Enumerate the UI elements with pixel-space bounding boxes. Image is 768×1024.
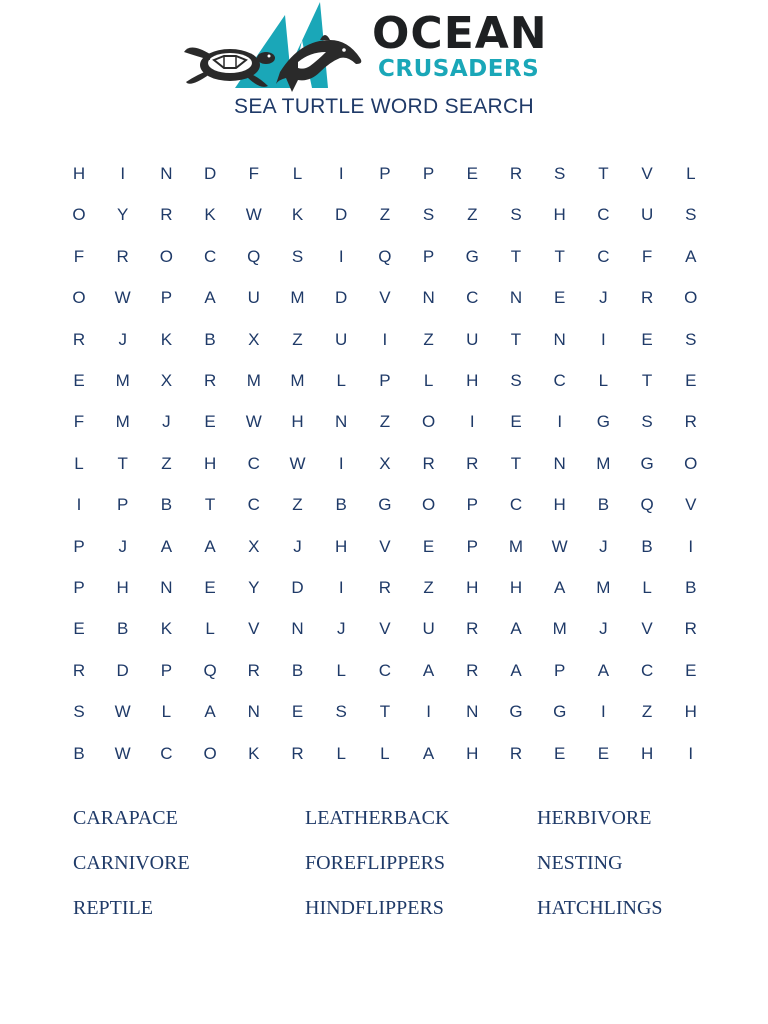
grid-letter[interactable]: Z xyxy=(379,412,391,432)
grid-letter[interactable]: B xyxy=(117,619,129,639)
grid-letter[interactable]: W xyxy=(114,288,131,308)
grid-letter[interactable]: E xyxy=(466,164,478,183)
grid-letter[interactable]: B xyxy=(685,578,697,597)
grid-letter[interactable]: P xyxy=(466,536,478,556)
grid-letter[interactable]: E xyxy=(73,371,85,390)
grid-letter[interactable]: Z xyxy=(423,329,434,349)
grid-letter[interactable]: C xyxy=(466,288,479,308)
grid-letter[interactable]: P xyxy=(379,371,391,390)
grid-letter[interactable]: T xyxy=(641,371,653,390)
grid-letter[interactable]: E xyxy=(554,743,566,763)
grid-letter[interactable]: L xyxy=(598,371,609,390)
grid-letter[interactable]: M xyxy=(508,536,524,556)
grid-letter[interactable]: E xyxy=(641,329,653,349)
grid-letter[interactable]: R xyxy=(291,743,304,763)
grid-letter[interactable]: I xyxy=(426,702,431,722)
grid-letter[interactable]: M xyxy=(596,453,611,473)
grid-letter[interactable]: K xyxy=(204,205,216,225)
grid-letter[interactable]: A xyxy=(510,660,522,680)
grid-letter[interactable]: G xyxy=(509,702,523,722)
grid-letter[interactable]: L xyxy=(292,164,303,183)
grid-letter[interactable]: Z xyxy=(423,578,434,597)
grid-letter[interactable]: Z xyxy=(161,453,172,473)
grid-letter[interactable]: N xyxy=(291,619,304,639)
grid-letter[interactable]: O xyxy=(684,288,698,308)
grid-letter[interactable]: H xyxy=(640,743,654,763)
grid-letter[interactable]: J xyxy=(118,329,127,349)
grid-letter[interactable]: N xyxy=(553,329,566,349)
grid-letter[interactable]: K xyxy=(248,743,260,763)
grid-letter[interactable]: Z xyxy=(641,702,653,722)
grid-letter[interactable]: I xyxy=(338,453,344,473)
grid-letter[interactable]: Z xyxy=(379,205,391,225)
word-list-item: HATCHLINGS xyxy=(537,897,663,919)
grid-letter[interactable]: G xyxy=(465,246,479,266)
grid-letter[interactable]: L xyxy=(380,743,390,763)
grid-letter[interactable]: L xyxy=(205,619,215,639)
grid-letter[interactable]: F xyxy=(73,246,85,266)
grid-letter[interactable]: S xyxy=(422,205,435,225)
word-list-item: REPTILE xyxy=(73,897,153,919)
grid-letter[interactable]: J xyxy=(599,288,608,308)
grid-letter[interactable]: F xyxy=(641,246,653,266)
grid-letter[interactable]: S xyxy=(685,205,697,225)
grid-letter[interactable]: O xyxy=(421,495,436,515)
grid-letter[interactable]: W xyxy=(551,536,568,556)
grid-letter[interactable]: T xyxy=(510,329,522,349)
grid-letter[interactable]: E xyxy=(685,371,697,390)
grid-letter[interactable]: R xyxy=(684,412,697,432)
grid-letter[interactable]: O xyxy=(72,288,86,308)
grid-letter[interactable]: L xyxy=(336,660,346,680)
grid-letter[interactable]: P xyxy=(73,578,85,597)
grid-letter[interactable]: G xyxy=(640,453,654,473)
grid-letter[interactable]: K xyxy=(160,619,173,639)
grid-letter[interactable]: H xyxy=(553,495,566,515)
grid-letter[interactable]: R xyxy=(378,578,392,597)
grid-letter[interactable]: R xyxy=(509,743,523,763)
grid-letter[interactable]: I xyxy=(601,329,606,349)
grid-letter[interactable]: E xyxy=(204,578,216,597)
grid-letter[interactable]: J xyxy=(336,619,346,639)
grid-letter[interactable]: C xyxy=(509,495,523,515)
grid-letter[interactable]: D xyxy=(291,578,304,597)
grid-letter[interactable]: H xyxy=(466,371,479,390)
grid-letter[interactable]: W xyxy=(245,412,262,432)
grid-letter[interactable]: N xyxy=(553,453,566,473)
grid-letter[interactable]: C xyxy=(640,660,654,680)
grid-letter[interactable]: B xyxy=(641,536,653,556)
grid-letter[interactable]: L xyxy=(686,164,696,183)
grid-letter[interactable]: R xyxy=(509,164,523,183)
grid-letter[interactable]: C xyxy=(247,453,260,473)
grid-letter[interactable]: A xyxy=(204,702,216,722)
grid-letter[interactable]: K xyxy=(160,329,173,349)
grid-letter[interactable]: R xyxy=(72,329,86,349)
grid-letter[interactable]: V xyxy=(641,619,653,639)
grid-letter[interactable]: O xyxy=(72,205,86,225)
grid-letter[interactable]: T xyxy=(379,702,391,722)
grid-letter[interactable]: P xyxy=(73,536,85,556)
grid-letter[interactable]: D xyxy=(116,660,129,680)
grid-letter[interactable]: S xyxy=(510,371,522,390)
grid-letter[interactable]: J xyxy=(599,619,608,639)
grid-letter[interactable]: M xyxy=(552,619,567,639)
grid-letter[interactable]: P xyxy=(117,495,129,515)
grid-letter[interactable]: S xyxy=(554,164,566,183)
grid-letter[interactable]: L xyxy=(74,453,84,473)
grid-letter[interactable]: C xyxy=(597,205,610,225)
grid-letter[interactable]: I xyxy=(601,702,606,722)
grid-letter[interactable]: E xyxy=(204,412,216,432)
grid-letter[interactable]: T xyxy=(204,495,216,515)
word-list-item: NESTING xyxy=(537,852,623,874)
grid-letter[interactable]: J xyxy=(162,412,171,432)
grid-letter[interactable]: A xyxy=(597,660,610,680)
grid-letter[interactable]: Z xyxy=(292,329,303,349)
grid-letter[interactable]: A xyxy=(422,743,435,763)
grid-letter[interactable]: T xyxy=(510,246,522,266)
grid-letter[interactable]: I xyxy=(382,329,388,349)
grid-letter[interactable]: N xyxy=(466,702,479,722)
grid-letter[interactable]: K xyxy=(291,205,304,225)
grid-letter[interactable]: L xyxy=(161,702,172,722)
grid-letter[interactable]: P xyxy=(422,246,435,266)
grid-letter[interactable]: B xyxy=(291,660,304,680)
grid-letter[interactable]: R xyxy=(203,371,217,390)
grid-letter[interactable]: G xyxy=(378,495,392,515)
grid-letter[interactable]: W xyxy=(114,702,131,722)
grid-letter[interactable]: N xyxy=(422,288,435,308)
grid-letter[interactable]: B xyxy=(597,495,610,515)
grid-letter[interactable]: E xyxy=(554,288,566,308)
grid-letter[interactable]: L xyxy=(642,578,652,597)
grid-letter[interactable]: Q xyxy=(378,246,392,266)
grid-letter[interactable]: N xyxy=(247,702,260,722)
grid-letter[interactable]: P xyxy=(160,660,173,680)
grid-letter[interactable]: I xyxy=(688,743,694,763)
grid-letter[interactable]: N xyxy=(335,412,348,432)
grid-letter[interactable]: E xyxy=(597,743,610,763)
grid-letter[interactable]: C xyxy=(597,246,610,266)
grid-letter[interactable]: C xyxy=(553,371,566,390)
grid-letter[interactable]: V xyxy=(641,164,653,183)
grid-letter[interactable]: R xyxy=(684,619,697,639)
grid-letter[interactable]: F xyxy=(248,164,259,183)
grid-letter[interactable]: D xyxy=(203,164,217,183)
grid-letter[interactable]: O xyxy=(684,453,698,473)
grid-letter[interactable]: D xyxy=(335,205,348,225)
brand-name-ocean: OCEAN xyxy=(372,8,548,59)
brand-name-crusaders: CRUSADERS xyxy=(378,56,540,82)
grid-letter[interactable]: E xyxy=(685,660,697,680)
grid-letter[interactable]: U xyxy=(247,288,260,308)
grid-letter[interactable]: M xyxy=(246,371,261,390)
grid-letter[interactable]: A xyxy=(422,660,435,680)
word-list-item: HINDFLIPPERS xyxy=(305,897,444,919)
grid-letter[interactable]: P xyxy=(422,164,435,183)
grid-letter[interactable]: T xyxy=(598,164,609,183)
grid-letter[interactable]: S xyxy=(685,329,697,349)
grid-letter[interactable]: M xyxy=(596,578,611,597)
grid-letter[interactable]: R xyxy=(466,660,479,680)
grid-letter[interactable]: H xyxy=(466,578,479,597)
grid-letter[interactable]: B xyxy=(160,495,173,515)
grid-letter[interactable]: Z xyxy=(292,495,303,515)
grid-letter[interactable]: E xyxy=(73,619,85,639)
grid-letter[interactable]: S xyxy=(73,702,85,722)
grid-letter[interactable]: Q xyxy=(640,495,654,515)
grid-letter[interactable]: S xyxy=(641,412,653,432)
grid-letter[interactable]: I xyxy=(557,412,563,432)
grid-letter[interactable]: H xyxy=(509,578,523,597)
grid-letter[interactable]: W xyxy=(289,453,306,473)
grid-letter[interactable]: Q xyxy=(203,660,217,680)
grid-letter[interactable]: P xyxy=(160,288,173,308)
grid-letter[interactable]: R xyxy=(160,205,173,225)
grid-letter[interactable]: H xyxy=(203,453,217,473)
grid-letter[interactable]: I xyxy=(338,578,344,597)
word-list-item: FOREFLIPPERS xyxy=(305,852,446,874)
word-list-item: CARAPACE xyxy=(73,807,178,829)
word-list-item: LEATHERBACK xyxy=(305,807,450,829)
grid-letter[interactable]: J xyxy=(118,536,127,556)
grid-letter[interactable]: U xyxy=(466,329,479,349)
grid-letter[interactable]: A xyxy=(160,536,173,556)
grid-letter[interactable]: B xyxy=(335,495,347,515)
grid-letter[interactable]: V xyxy=(379,619,391,639)
grid-letter[interactable]: Q xyxy=(247,246,261,266)
grid-letter[interactable]: N xyxy=(160,578,173,597)
grid-letter[interactable]: H xyxy=(291,412,304,432)
grid-letter[interactable]: E xyxy=(422,536,435,556)
word-list-item: HERBIVORE xyxy=(537,807,652,829)
grid-letter[interactable]: L xyxy=(336,371,346,390)
grid-letter[interactable]: X xyxy=(248,536,260,556)
page-title: SEA TURTLE WORD SEARCH xyxy=(234,95,534,118)
grid-letter[interactable]: R xyxy=(247,660,260,680)
grid-letter[interactable]: F xyxy=(73,412,85,432)
grid-letter[interactable]: S xyxy=(510,205,522,225)
grid-letter[interactable]: V xyxy=(379,536,391,556)
word-list-item: CARNIVORE xyxy=(73,852,190,874)
grid-letter[interactable]: R xyxy=(422,453,435,473)
grid-letter[interactable]: I xyxy=(338,246,344,266)
grid-letter[interactable]: X xyxy=(160,371,173,390)
grid-letter[interactable]: X xyxy=(379,453,391,473)
grid-letter[interactable]: H xyxy=(466,743,479,763)
grid-letter[interactable]: O xyxy=(159,246,173,266)
grid-letter[interactable]: J xyxy=(599,536,608,556)
grid-letter[interactable]: G xyxy=(596,412,610,432)
grid-letter[interactable]: O xyxy=(421,412,436,432)
grid-letter[interactable]: G xyxy=(553,702,567,722)
grid-letter[interactable]: R xyxy=(72,660,86,680)
grid-letter[interactable]: I xyxy=(120,164,126,183)
grid-letter[interactable]: Y xyxy=(248,578,260,597)
grid-letter[interactable]: T xyxy=(554,246,565,266)
grid-letter[interactable]: E xyxy=(510,412,522,432)
grid-letter[interactable]: U xyxy=(422,619,435,639)
grid-letter[interactable]: I xyxy=(76,495,82,515)
grid-letter[interactable]: H xyxy=(335,536,348,556)
grid-letter[interactable]: R xyxy=(640,288,654,308)
grid-letter[interactable]: M xyxy=(290,371,305,390)
grid-letter[interactable]: R xyxy=(466,619,479,639)
grid-letter[interactable]: W xyxy=(114,743,131,763)
grid-letter[interactable]: H xyxy=(72,164,86,183)
grid-letter[interactable]: Z xyxy=(467,205,478,225)
grid-letter[interactable]: C xyxy=(247,495,260,515)
grid-letter[interactable]: C xyxy=(203,246,217,266)
grid-letter[interactable]: T xyxy=(510,453,522,473)
grid-letter[interactable]: A xyxy=(510,619,522,639)
grid-letter[interactable]: H xyxy=(684,702,697,722)
grid-letter[interactable]: M xyxy=(115,371,130,390)
grid-letter[interactable]: I xyxy=(469,412,475,432)
grid-letter[interactable]: A xyxy=(204,536,216,556)
grid-letter[interactable]: M xyxy=(290,288,305,308)
grid-letter[interactable]: D xyxy=(335,288,348,308)
grid-letter[interactable]: L xyxy=(336,743,346,763)
grid-letter[interactable]: Y xyxy=(117,205,129,225)
grid-letter[interactable]: N xyxy=(509,288,523,308)
grid-letter[interactable]: H xyxy=(116,578,129,597)
grid-letter[interactable]: A xyxy=(204,288,216,308)
grid-letter[interactable]: R xyxy=(466,453,479,473)
grid-letter[interactable]: P xyxy=(554,660,566,680)
grid-letter[interactable]: B xyxy=(73,743,85,763)
grid-letter[interactable]: U xyxy=(335,329,348,349)
grid-letter[interactable]: M xyxy=(115,412,130,432)
grid-letter[interactable]: W xyxy=(245,205,262,225)
grid-letter[interactable]: V xyxy=(379,288,391,308)
grid-letter[interactable]: V xyxy=(685,495,697,515)
grid-letter[interactable]: C xyxy=(160,743,173,763)
grid-letter[interactable]: A xyxy=(554,578,566,597)
grid-letter[interactable]: J xyxy=(293,536,302,556)
grid-letter[interactable]: P xyxy=(379,164,391,183)
grid-letter[interactable]: I xyxy=(338,164,344,183)
grid-letter[interactable]: O xyxy=(203,743,217,763)
grid-letter[interactable]: X xyxy=(248,329,260,349)
grid-letter[interactable]: C xyxy=(378,660,392,680)
grid-letter[interactable]: A xyxy=(685,246,697,266)
grid-letter[interactable]: S xyxy=(291,246,304,266)
grid-letter[interactable]: H xyxy=(553,205,566,225)
grid-letter[interactable]: B xyxy=(204,329,216,349)
grid-letter[interactable]: T xyxy=(117,453,128,473)
grid-letter[interactable]: P xyxy=(466,495,478,515)
grid-letter[interactable]: N xyxy=(160,164,173,183)
grid-letter[interactable]: E xyxy=(291,702,304,722)
grid-letter[interactable]: I xyxy=(688,536,694,556)
grid-letter[interactable]: S xyxy=(335,702,347,722)
grid-letter[interactable]: V xyxy=(248,619,260,639)
grid-letter[interactable]: L xyxy=(423,371,434,390)
grid-letter[interactable]: R xyxy=(116,246,129,266)
grid-letter[interactable]: U xyxy=(640,205,654,225)
